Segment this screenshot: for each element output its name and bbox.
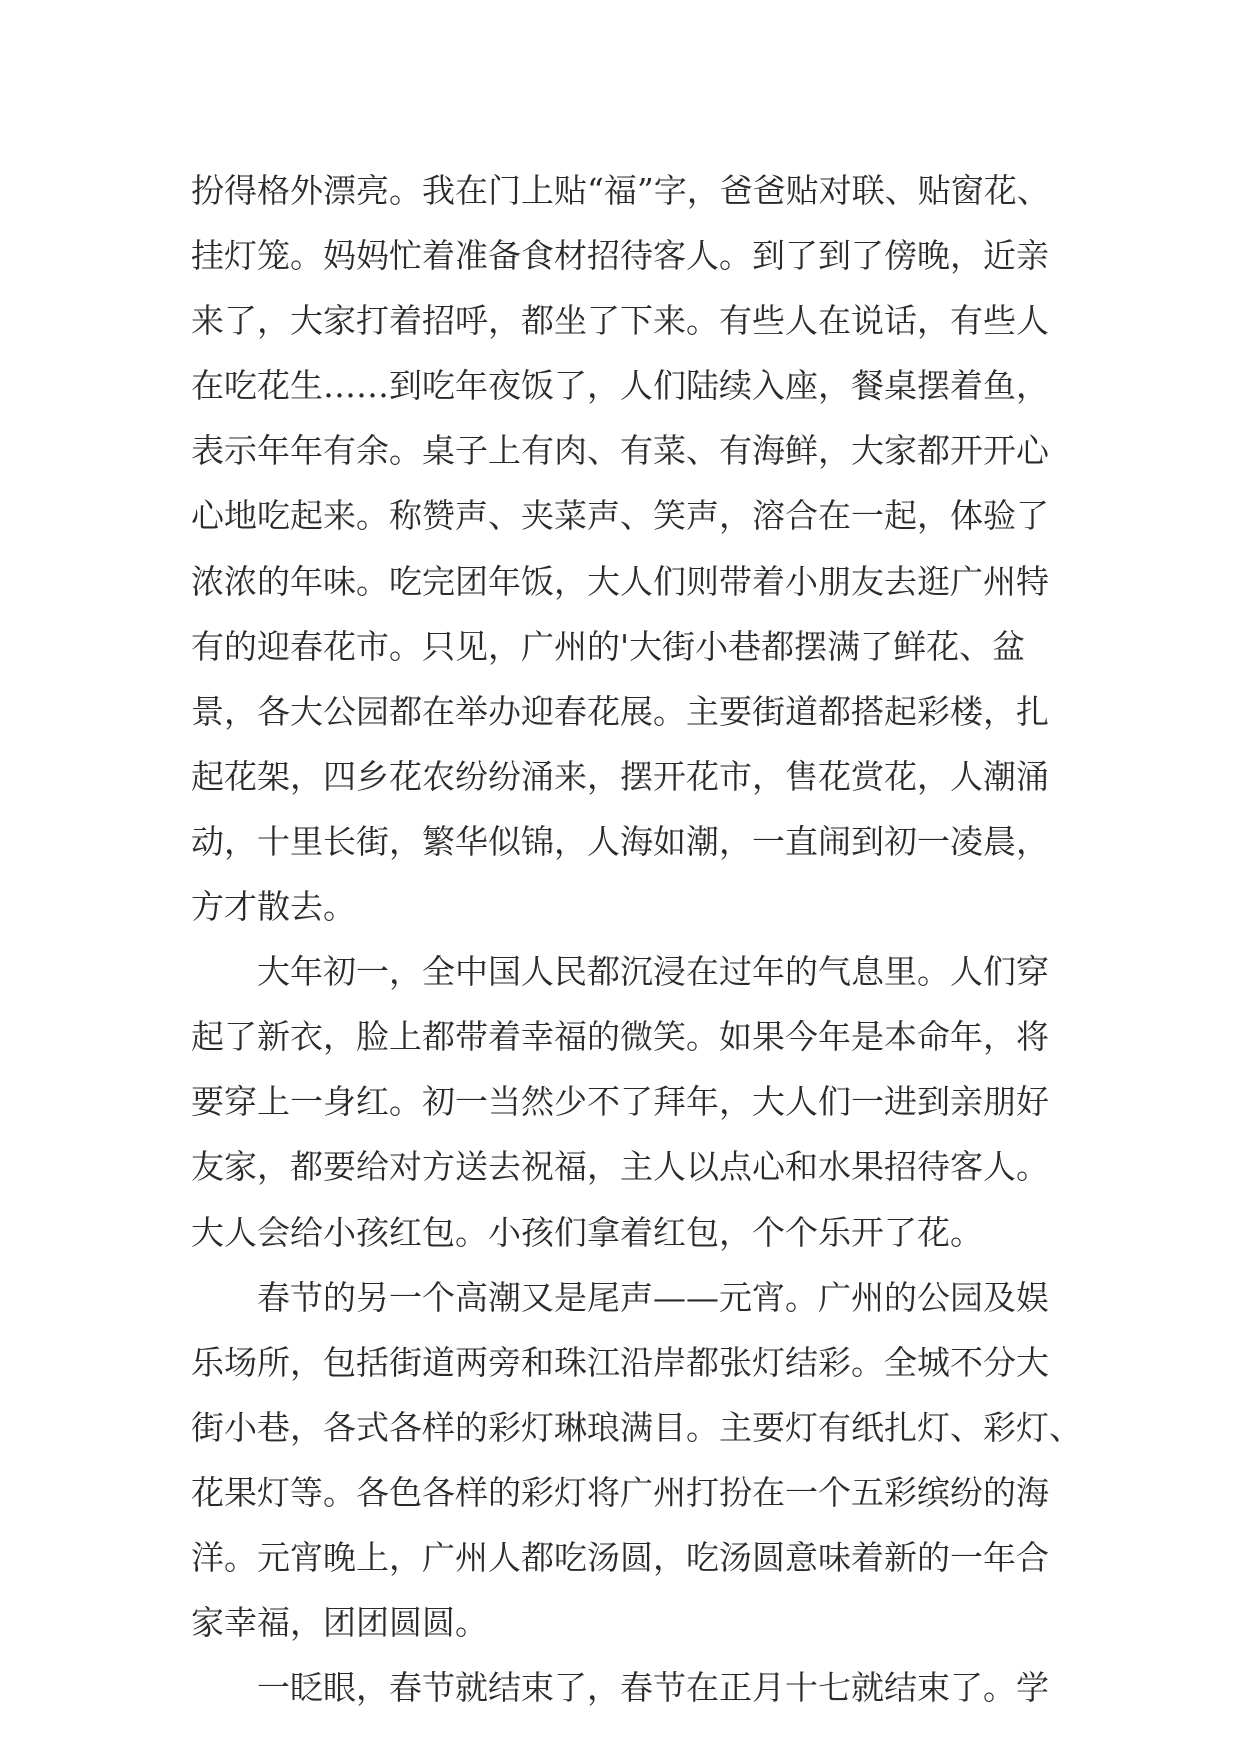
paragraph-first-line: 春节的另一个高潮又是尾声——元宵。广州的公园及娱 bbox=[257, 1277, 1049, 1317]
text-line: 挂灯笼。妈妈忙着准备食材招待客人。到了到了傍晚，近亲 bbox=[191, 236, 1049, 276]
text-line: 有的迎春花市。只见，广州的'大街小巷都摆满了鲜花、盆 bbox=[191, 626, 1026, 666]
text-line: 扮得格外漂亮。我在门上贴“福”字，爸爸贴对联、贴窗花、 bbox=[191, 171, 1050, 210]
text-line: 来了，大家打着招呼，都坐了下来。有些人在说话，有些人 bbox=[191, 301, 1049, 341]
text-line: 街小巷，各式各样的彩灯琳琅满目。主要灯有纸扎灯、彩灯、 bbox=[191, 1407, 1082, 1447]
text-line: 起了新衣，脸上都带着幸福的微笑。如果今年是本命年，将 bbox=[191, 1017, 1049, 1057]
paragraph-first-line: 一眨眼，春节就结束了，春节在正月十七就结束了。学 bbox=[257, 1668, 1049, 1708]
paragraph-first-line: 大年初一，全中国人民都沉浸在过年的气息里。人们穿 bbox=[257, 952, 1049, 992]
text-line: 方才散去。 bbox=[191, 887, 356, 927]
text-line: 景，各大公园都在举办迎春花展。主要街道都搭起彩楼，扎 bbox=[191, 691, 1049, 731]
text-line: 心地吃起来。称赞声、夹菜声、笑声，溶合在一起，体验了 bbox=[191, 496, 1049, 536]
text-line: 起花架，四乡花农纷纷涌来，摆开花市，售花赏花，人潮涌 bbox=[191, 756, 1049, 796]
text-line: 浓浓的年味。吃完团年饭，大人们则带着小朋友去逛广州特 bbox=[191, 561, 1049, 601]
text-line: 友家，都要给对方送去祝福，主人以点心和水果招待客人。 bbox=[191, 1147, 1049, 1187]
text-line: 洋。元宵晚上，广州人都吃汤圆，吃汤圆意味着新的一年合 bbox=[191, 1537, 1049, 1577]
text-line: 乐场所，包括街道两旁和珠江沿岸都张灯结彩。全城不分大 bbox=[191, 1342, 1049, 1382]
text-line: 动，十里长街，繁华似锦，人海如潮，一直闹到初一凌晨， bbox=[191, 821, 1049, 861]
text-line: 花果灯等。各色各样的彩灯将广州打扮在一个五彩缤纷的海 bbox=[191, 1472, 1049, 1512]
text-line: 要穿上一身红。初一当然少不了拜年，大人们一进到亲朋好 bbox=[191, 1082, 1049, 1122]
text-line: 大人会给小孩红包。小孩们拿着红包，个个乐开了花。 bbox=[191, 1212, 983, 1252]
text-line: 家幸福，团团圆圆。 bbox=[191, 1603, 488, 1643]
text-line: 表示年年有余。桌子上有肉、有菜、有海鲜，大家都开开心 bbox=[191, 431, 1049, 471]
body-text bbox=[191, 158, 1082, 1720]
text-line: 在吃花生……到吃年夜饭了，人们陆续入座，餐桌摆着鱼， bbox=[191, 366, 1049, 406]
